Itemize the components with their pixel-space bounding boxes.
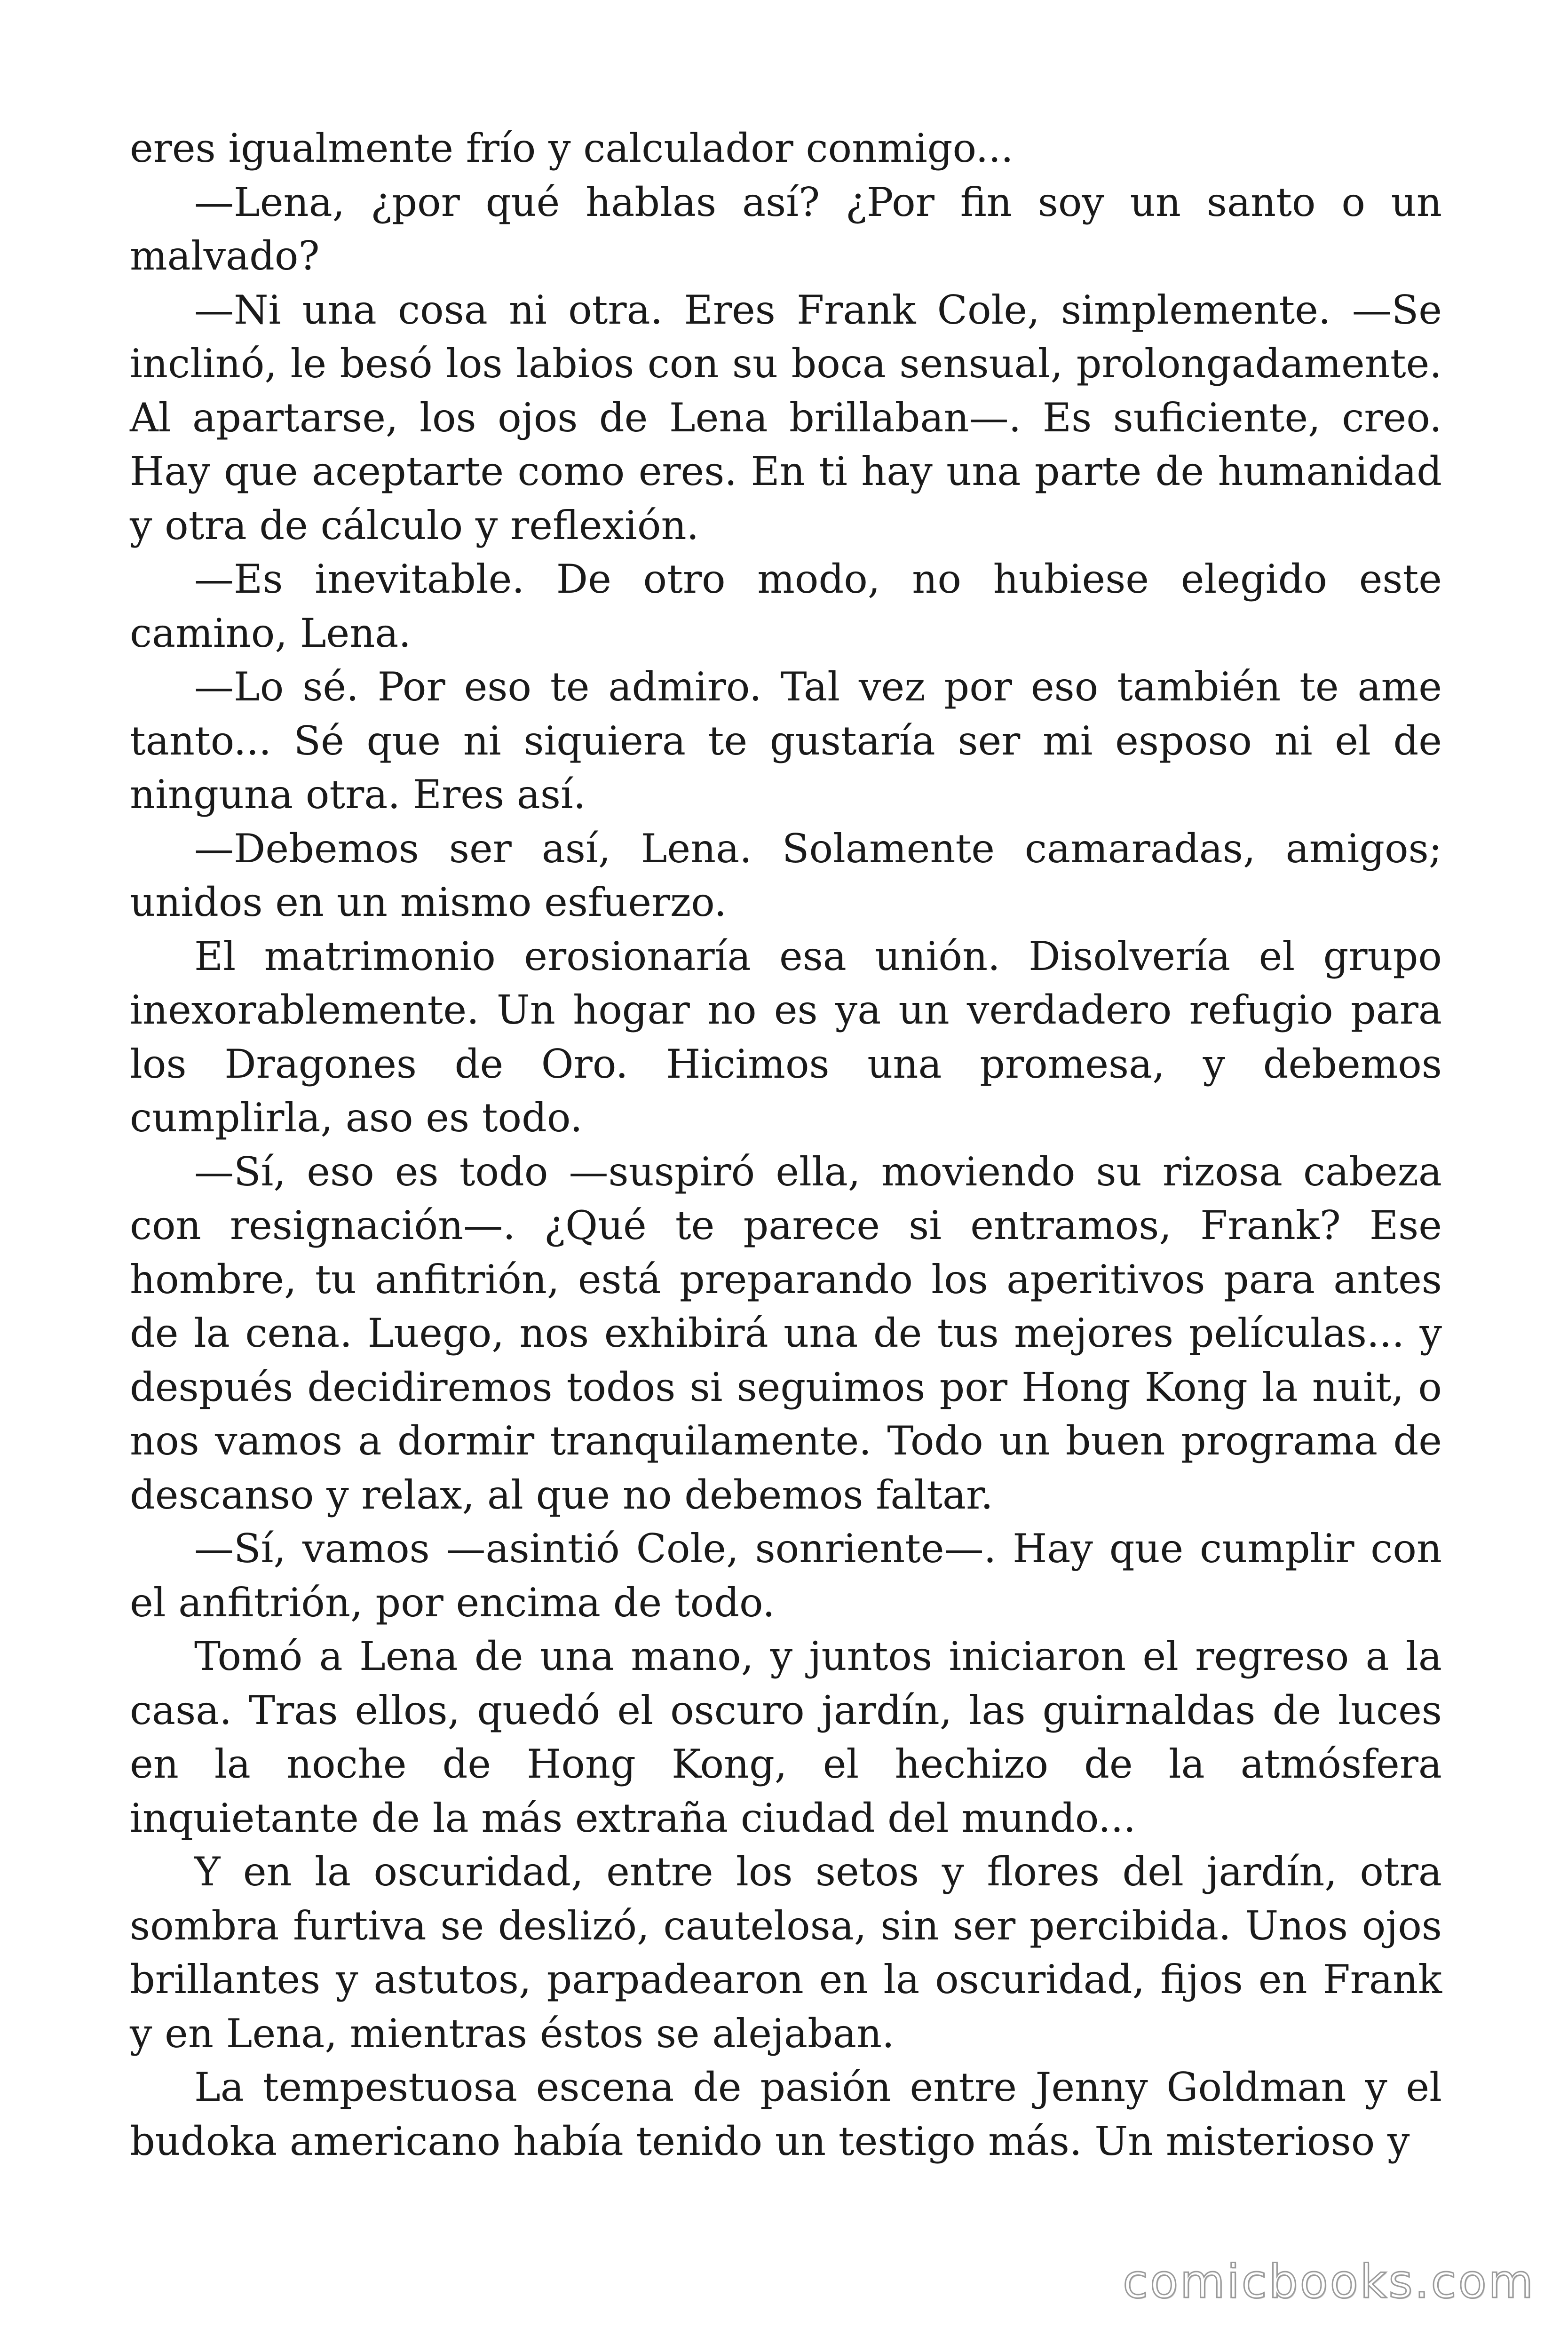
paragraph: eres igualmente frío y calculador conmigo...	[130, 125, 1014, 171]
paragraph: —Lo sé. Por eso te admiro. Tal vez por eso también te ame tanto... Sé que ni siquiera te gustaría ser mi esposo ni el de ninguna otra. Eres así.	[130, 664, 1442, 818]
paragraph: —Lena, ¿por qué hablas así? ¿Por fin soy un santo o un malvado?	[130, 179, 1442, 279]
paragraph: El matrimonio erosionaría esa unión. Disolvería el grupo inexorablemente. Un hogar no es ya un verdadero refugio para los Dragones de Oro. Hicimos una promesa, y debemos cumplirla, aso es todo.	[130, 933, 1442, 1141]
body-text	[130, 121, 1442, 2168]
paragraph: —Ni una cosa ni otra. Eres Frank Cole, simplemente. —Se inclinó, le besó los labios con su boca sensual, prolongadamente. Al apartarse, los ojos de Lena brillaban—. Es suficiente, creo. Hay que aceptarte como eres. En ti hay una parte de humanidad y otra de cálculo y reflexión.	[130, 286, 1442, 548]
paragraph: Tomó a Lena de una mano, y juntos iniciaron el regreso a la casa. Tras ellos, quedó el oscuro jardín, las guirnaldas de luces en la noche de Hong Kong, el hechizo de la atmósfera inquietante de la más extraña ciudad del mundo...	[130, 1633, 1442, 1841]
paragraph: Y en la oscuridad, entre los setos y flores del jardín, otra sombra furtiva se deslizó, cautelosa, sin ser percibida. Unos ojos brillantes y astutos, parpadearon en la oscuridad, fijos en Frank y en Lena, mientras éstos se alejaban.	[130, 1849, 1442, 2057]
paragraph: —Sí, vamos —asintió Cole, sonriente—. Hay que cumplir con el anfitrión, por encima de todo.	[130, 1526, 1442, 1626]
paragraph: —Debemos ser así, Lena. Solamente camaradas, amigos; unidos en un mismo esfuerzo.	[130, 825, 1442, 925]
paragraph: —Sí, eso es todo —suspiró ella, moviendo su rizosa cabeza con resignación—. ¿Qué te parece si entramos, Frank? Ese hombre, tu anfitrión, está preparando los aperitivos para antes de la cena. Luego, nos exhibirá una de tus mejores películas... y después decidiremos todos si seguimos por Hong Kong la nuit, o nos vamos a dormir tranquilamente. Todo un buen programa de descanso y relax, al que no debemos faltar.	[130, 1148, 1442, 1518]
paragraph: —Es inevitable. De otro modo, no hubiese elegido este camino, Lena.	[130, 556, 1442, 656]
watermark: comicbooks.com	[1123, 2255, 1535, 2309]
paragraph: La tempestuosa escena de pasión entre Jenny Goldman y el budoka americano había tenido un testigo más. Un misterioso y	[130, 2064, 1442, 2164]
